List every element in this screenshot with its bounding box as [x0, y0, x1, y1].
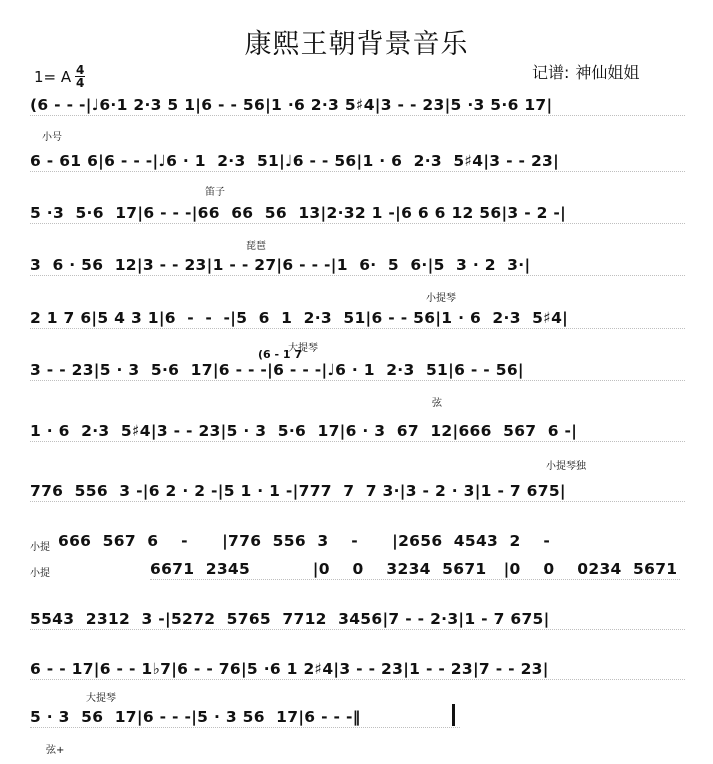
- row-underline: [30, 380, 685, 381]
- annotation-violin-solo: 小提琴独: [546, 461, 586, 472]
- score-row-text: 776 556 3 -|6 2 · 2 -|5 1 · 1 -|777 7 7 3·|3 - 2 · 3|1 - 7 675|: [30, 482, 566, 500]
- score-row: [30, 656, 685, 682]
- time-numerator: 4: [75, 63, 85, 77]
- annotation-strings: 弦: [432, 398, 442, 409]
- score-row-text: (6 - - -|♩6·1 2·3 5 1|6 - - 56|1 ·6 2·3 5♯4|3 - - 23|5 ·3 5·6 17|: [30, 96, 553, 114]
- time-signature: [75, 64, 85, 89]
- score-row-text: 666 567 6 - |776 556 3 - |2656 4543 2 -: [58, 532, 551, 550]
- score-row-text: 2 1 7 6|5 4 3 1|6 - - -|5 6 1 2·3 51|6 - - 56|1 · 6 2·3 5♯4|: [30, 309, 569, 327]
- row-underline: [150, 579, 680, 580]
- score-row-text: 5 ·3 5·6 17|6 - - -|66 66 56 13|2·32 1 -|6 6 6 12 56|3 - 2 -|: [30, 204, 567, 222]
- row-underline: [30, 275, 685, 276]
- score-row: [30, 148, 685, 174]
- score-row-text: 6 - - 17|6 - - 1♭7|6 - - 76|5 ·6 1 2♯4|3 - - 23|1 - - 23|7 - - 23|: [30, 660, 549, 678]
- credit-label: 记谱:: [532, 63, 570, 82]
- score-row: [30, 478, 685, 504]
- row-underline: [30, 679, 685, 680]
- row-underline: [30, 629, 685, 630]
- annotation-strings-plus: 弦+: [46, 745, 65, 756]
- score-row: [58, 528, 678, 554]
- row-underline: [30, 171, 685, 172]
- annotation-cello-overlay: (6 - 1 7: [258, 348, 303, 361]
- annotation-dizi: 笛子: [205, 187, 225, 198]
- score-row-text: 3 - - 23|5 · 3 5·6 17|6 - - -|6 - - -|♩6 · 1 2·3 51|6 - - 56|: [30, 361, 524, 379]
- row-underline: [30, 115, 685, 116]
- score-row: [30, 704, 460, 730]
- annotation-pipa: 琵琶: [246, 241, 266, 252]
- annotation-violin-short: 小提: [30, 542, 50, 553]
- row-underline: [30, 328, 685, 329]
- score-row: [30, 606, 685, 632]
- row-underline: [30, 441, 685, 442]
- transcriber-credit: [532, 60, 639, 83]
- key-signature: 1= A: [34, 67, 72, 86]
- score-row: [30, 418, 685, 444]
- score-row-text: 5 · 3 56 17|6 - - -|5 · 3 56 17|6 - - -‖: [30, 708, 361, 726]
- score-row: [30, 357, 685, 383]
- annotation-cello-bottom: 大提琴: [86, 693, 116, 704]
- score-row-text: 5543 2312 3 -|5272 5765 7712 3456|7 - - 2·3|1 - 7 675|: [30, 610, 550, 628]
- score-row: [30, 252, 685, 278]
- annotation-violin: 小提琴: [426, 293, 456, 304]
- row-underline: [30, 727, 460, 728]
- score-row: [30, 305, 685, 331]
- annotation-cello: 大提琴: [288, 343, 318, 354]
- row-underline: [30, 501, 685, 502]
- score-row: [30, 92, 685, 118]
- score-row-text: 3 6 · 56 12|3 - - 23|1 - - 27|6 - - -|1 6· 5 6·|5 3 · 2 3·|: [30, 256, 531, 274]
- time-denominator: 4: [75, 76, 85, 90]
- annotation-violin-lower: 小提: [30, 568, 50, 579]
- score-row: [30, 200, 685, 226]
- annotation-trumpet: 小号: [42, 132, 62, 143]
- score-row: [150, 556, 680, 582]
- score-row-text: 6 - 61 6|6 - - -|♩6 · 1 2·3 51|♩6 - - 56|1 · 6 2·3 5♯4|3 - - 23|: [30, 152, 560, 170]
- page-title: 康熙王朝背景音乐: [244, 29, 469, 60]
- final-barline: [452, 704, 455, 726]
- credit-name: 神仙姐姐: [575, 63, 640, 82]
- score-row-text: 6671 2345 |0 0 3234 5671 |0 0 0234 5671: [150, 560, 678, 578]
- key-and-time-signature: [34, 64, 85, 89]
- row-underline: [30, 223, 685, 224]
- score-row-text: 1 · 6 2·3 5♯4|3 - - 23|5 · 3 5·6 17|6 · 3 67 12|666 567 6 -|: [30, 422, 578, 440]
